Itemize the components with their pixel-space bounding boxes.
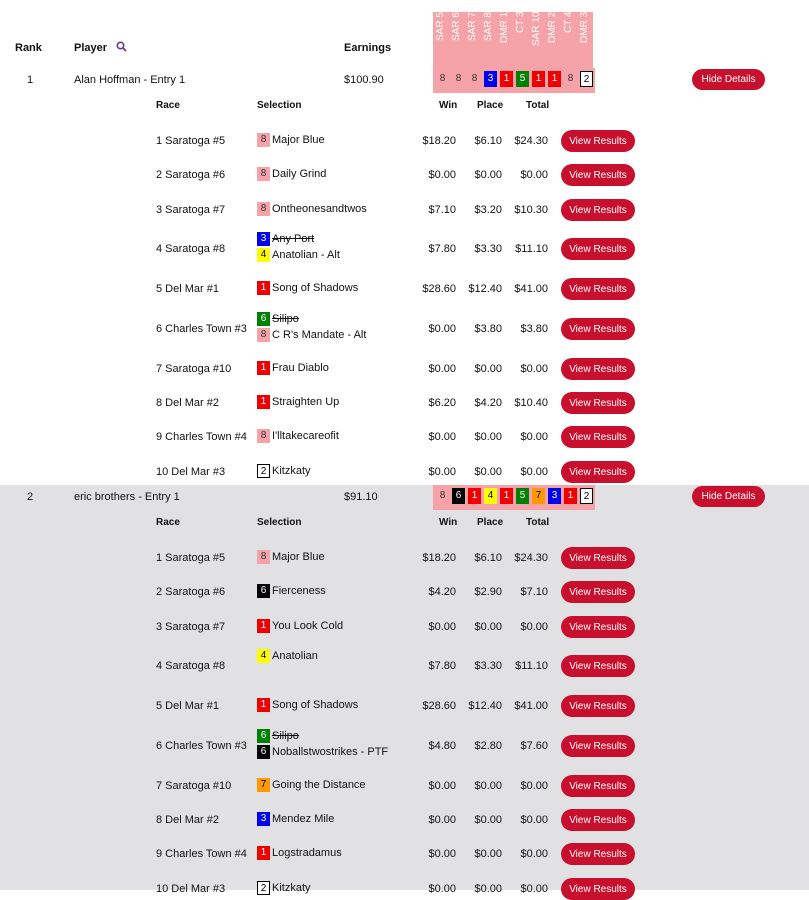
pick-number-badge: 1	[500, 71, 513, 87]
race-name: 8 Del Mar #2	[156, 814, 219, 826]
pick-number-badge: 8	[436, 488, 449, 504]
pick-number-badge: 1	[564, 488, 577, 504]
place-amount: $3.80	[474, 323, 502, 335]
total-amount: $11.10	[515, 660, 548, 672]
selection-item	[257, 281, 358, 296]
pick-number-badge: 2	[580, 71, 593, 87]
race-column-label: CT 3	[515, 12, 526, 34]
win-amount: $0.00	[428, 848, 456, 860]
earnings-header: Earnings	[344, 42, 392, 54]
win-amount: $0.00	[428, 621, 456, 633]
view-results-button[interactable]: View Results	[561, 775, 635, 797]
horse-name: Ontheonesandtwos	[272, 203, 367, 215]
race-subheader: Race	[156, 100, 180, 111]
win-amount: $0.00	[428, 814, 456, 826]
total-amount: $7.10	[520, 586, 548, 598]
selection-item	[257, 550, 325, 565]
picks-strip	[433, 485, 595, 510]
race-column-label: SAR 7	[467, 12, 478, 41]
race-column-label: SAR 6	[451, 12, 462, 41]
view-results-button[interactable]: View Results	[561, 164, 635, 186]
view-results-button[interactable]: View Results	[561, 392, 635, 414]
horse-name: Noballstwostrikes - PTF	[272, 746, 389, 758]
race-name: 9 Charles Town #4	[156, 431, 247, 443]
race-name: 5 Del Mar #1	[156, 700, 219, 712]
race-name: 9 Charles Town #4	[156, 848, 247, 860]
selection-item	[257, 167, 326, 182]
view-results-button[interactable]: View Results	[561, 318, 635, 340]
view-results-button[interactable]: View Results	[561, 843, 635, 865]
table-header	[0, 0, 809, 68]
pick-number-badge: 8	[436, 71, 449, 87]
place-amount: $3.20	[474, 204, 502, 216]
entry-row	[0, 68, 809, 483]
win-subheader: Win	[439, 100, 458, 111]
race-column-label: SAR 5	[435, 12, 446, 41]
scratched-horse-name: Silipo	[272, 730, 299, 742]
pick-number-badge: 5	[516, 71, 529, 87]
post-number-badge: 1	[257, 698, 270, 712]
race-column-headers	[433, 12, 593, 68]
total-subheader: Total	[526, 100, 550, 111]
win-amount: $7.80	[428, 243, 456, 255]
entry-earnings: $91.10	[344, 491, 378, 503]
selection-item	[257, 846, 342, 861]
selection-item	[257, 881, 311, 896]
selection-item	[257, 778, 366, 793]
post-number-badge: 1	[257, 395, 270, 409]
selection-subheader: Selection	[257, 517, 302, 528]
view-results-button[interactable]: View Results	[561, 426, 635, 448]
post-number-badge: 6	[257, 745, 270, 759]
race-name: 1 Saratoga #5	[156, 552, 226, 564]
post-number-badge: 1	[257, 281, 270, 295]
total-amount: $41.00	[514, 283, 548, 295]
race-name: 3 Saratoga #7	[156, 204, 226, 216]
post-number-badge: 4	[257, 649, 270, 663]
rank-header: Rank	[15, 42, 42, 54]
view-results-button[interactable]: View Results	[561, 130, 635, 152]
pick-number-badge: 1	[548, 71, 561, 87]
place-amount: $6.10	[474, 135, 502, 147]
pick-number-badge: 1	[468, 488, 481, 504]
post-number-badge: 4	[257, 248, 270, 262]
post-number-badge: 6	[257, 584, 270, 598]
win-amount: $28.60	[422, 700, 456, 712]
post-number-badge: 1	[257, 619, 270, 633]
entry-rank: 2	[27, 491, 34, 503]
race-column-label: DMR 3	[579, 12, 590, 44]
race-name: 7 Saratoga #10	[156, 780, 232, 792]
post-number-badge: 3	[257, 232, 270, 246]
race-column-label: DMR 2	[547, 12, 558, 44]
horse-name: Kitzkaty	[272, 882, 311, 894]
win-amount: $0.00	[428, 431, 456, 443]
race-name: 3 Saratoga #7	[156, 621, 226, 633]
place-amount: $0.00	[474, 466, 502, 478]
post-number-badge: 8	[257, 550, 270, 564]
total-amount: $0.00	[520, 848, 548, 860]
post-number-badge: 7	[257, 778, 270, 792]
race-name: 4 Saratoga #8	[156, 243, 226, 255]
race-column-header	[465, 12, 481, 68]
total-amount: $0.00	[520, 431, 548, 443]
horse-name: Fierceness	[272, 585, 326, 597]
place-amount: $6.10	[474, 552, 502, 564]
place-amount: $2.90	[474, 586, 502, 598]
entry-earnings: $100.90	[344, 74, 384, 86]
race-column-header	[497, 12, 513, 68]
win-amount: $6.20	[428, 397, 456, 409]
post-number-badge: 1	[257, 846, 270, 860]
total-amount: $0.00	[520, 466, 548, 478]
place-amount: $3.30	[474, 243, 502, 255]
view-results-button[interactable]: View Results	[561, 278, 635, 300]
horse-name: Kitzkaty	[272, 465, 311, 477]
horse-name: Song of Shadows	[272, 282, 359, 294]
pick-number-badge: 2	[580, 488, 593, 504]
pick-number-badge: 4	[484, 488, 497, 504]
place-amount: $2.80	[474, 740, 502, 752]
view-results-button[interactable]: View Results	[561, 735, 635, 757]
race-name: 1 Saratoga #5	[156, 135, 226, 147]
post-number-badge: 1	[257, 361, 270, 375]
race-column-label: SAR 8	[483, 12, 494, 41]
race-name: 4 Saratoga #8	[156, 660, 226, 672]
race-name: 10 Del Mar #3	[156, 883, 226, 895]
view-results-button[interactable]: View Results	[561, 695, 635, 717]
place-amount: $0.00	[474, 780, 502, 792]
pick-number-badge: 8	[452, 71, 465, 87]
horse-name: Major Blue	[272, 134, 325, 146]
picks-strip	[433, 68, 595, 93]
selection-item	[257, 619, 343, 634]
win-amount: $7.10	[428, 204, 456, 216]
total-amount: $0.00	[520, 169, 548, 181]
view-results-button[interactable]: View Results	[561, 461, 635, 483]
view-results-button[interactable]: View Results	[561, 655, 635, 677]
race-column-header	[433, 12, 449, 68]
search-icon[interactable]	[116, 41, 127, 55]
win-amount: $0.00	[428, 363, 456, 375]
selection-item	[257, 698, 358, 713]
race-column-header	[577, 12, 593, 68]
horse-name: Anatolian	[272, 650, 318, 662]
selection-item	[257, 312, 299, 327]
entry-row	[0, 485, 809, 895]
win-amount: $4.20	[428, 586, 456, 598]
view-results-button[interactable]: View Results	[561, 878, 635, 900]
race-name: 5 Del Mar #1	[156, 283, 219, 295]
post-number-badge: 8	[257, 429, 270, 443]
selection-item	[257, 812, 334, 827]
post-number-badge: 6	[257, 312, 270, 326]
win-amount: $28.60	[422, 283, 456, 295]
total-amount: $41.00	[514, 700, 548, 712]
win-amount: $0.00	[428, 466, 456, 478]
place-amount: $0.00	[474, 814, 502, 826]
win-amount: $0.00	[428, 169, 456, 181]
place-subheader: Place	[477, 517, 504, 528]
race-column-label: CT 4	[563, 12, 574, 34]
race-name: 6 Charles Town #3	[156, 740, 247, 752]
total-amount: $24.30	[514, 135, 548, 147]
race-column-label: SAR 10	[531, 12, 542, 47]
pick-number-badge: 3	[484, 71, 497, 87]
place-amount: $0.00	[474, 621, 502, 633]
view-results-button[interactable]: View Results	[561, 616, 635, 638]
total-amount: $10.40	[514, 397, 548, 409]
win-amount: $0.00	[428, 883, 456, 895]
win-amount: $7.80	[428, 660, 456, 672]
pick-number-badge: 1	[532, 71, 545, 87]
post-number-badge: 8	[257, 328, 270, 342]
horse-name: Frau Diablo	[272, 362, 329, 374]
scratched-horse-name: Silipo	[272, 313, 299, 325]
scratched-horse-name: Any Port	[272, 233, 315, 245]
place-amount: $0.00	[474, 848, 502, 860]
total-amount: $0.00	[520, 814, 548, 826]
win-amount: $18.20	[422, 552, 456, 564]
selection-item	[257, 729, 299, 744]
selection-item	[257, 328, 366, 343]
pick-number-badge: 7	[532, 488, 545, 504]
view-results-button[interactable]: View Results	[561, 358, 635, 380]
view-results-button[interactable]: View Results	[561, 199, 635, 221]
pick-number-badge: 3	[548, 488, 561, 504]
total-amount: $0.00	[520, 883, 548, 895]
selection-item	[257, 429, 339, 444]
view-results-button[interactable]: View Results	[561, 581, 635, 603]
selection-item	[257, 464, 311, 479]
horse-name: Going the Distance	[272, 779, 366, 791]
place-amount: $3.30	[474, 660, 502, 672]
race-name: 7 Saratoga #10	[156, 363, 232, 375]
horse-name: Major Blue	[272, 551, 325, 563]
win-amount: $0.00	[428, 780, 456, 792]
place-amount: $0.00	[474, 363, 502, 375]
selection-item	[257, 395, 339, 410]
post-number-badge: 8	[257, 202, 270, 216]
total-amount: $0.00	[520, 363, 548, 375]
race-column-header	[481, 12, 497, 68]
total-amount: $7.60	[520, 740, 548, 752]
selection-item	[257, 248, 340, 263]
player-header: Player	[74, 42, 108, 54]
win-amount: $4.80	[428, 740, 456, 752]
win-amount: $18.20	[422, 135, 456, 147]
race-name: 6 Charles Town #3	[156, 323, 247, 335]
view-results-button[interactable]: View Results	[561, 238, 635, 260]
place-amount: $0.00	[474, 431, 502, 443]
win-amount: $0.00	[428, 323, 456, 335]
pick-number-badge: 8	[564, 71, 577, 87]
selection-item	[257, 361, 329, 376]
race-column-header	[545, 12, 561, 68]
race-column-header	[561, 12, 577, 68]
place-amount: $0.00	[474, 169, 502, 181]
entry-player-name: Alan Hoffman - Entry 1	[74, 74, 186, 86]
race-name: 10 Del Mar #3	[156, 466, 226, 478]
horse-name: Anatolian - Alt	[272, 249, 340, 261]
place-subheader: Place	[477, 100, 504, 111]
place-amount: $12.40	[468, 700, 502, 712]
horse-name: C R's Mandate - Alt	[272, 329, 367, 341]
selection-item	[257, 584, 326, 599]
post-number-badge: 8	[257, 167, 270, 181]
total-amount: $0.00	[520, 621, 548, 633]
race-name: 2 Saratoga #6	[156, 169, 226, 181]
horse-name: Logstradamus	[272, 847, 342, 859]
view-results-button[interactable]: View Results	[561, 547, 635, 569]
race-column-header	[529, 12, 545, 68]
total-subheader: Total	[526, 517, 550, 528]
selection-item	[257, 745, 388, 760]
horse-name: Straighten Up	[272, 396, 340, 408]
selection-subheader: Selection	[257, 100, 302, 111]
race-name: 2 Saratoga #6	[156, 586, 226, 598]
horse-name: Daily Grind	[272, 168, 327, 180]
pick-number-badge: 8	[468, 71, 481, 87]
race-column-header	[449, 12, 465, 68]
post-number-badge: 2	[257, 881, 270, 895]
pick-number-badge: 5	[516, 488, 529, 504]
place-amount: $12.40	[468, 283, 502, 295]
race-subheader: Race	[156, 517, 180, 528]
post-number-badge: 8	[257, 133, 270, 147]
place-amount: $4.20	[474, 397, 502, 409]
entry-rank: 1	[27, 74, 34, 86]
horse-name: Mendez Mile	[272, 813, 335, 825]
view-results-button[interactable]: View Results	[561, 809, 635, 831]
entry-player-name: eric brothers - Entry 1	[74, 491, 180, 503]
selection-item	[257, 232, 314, 247]
post-number-badge: 6	[257, 729, 270, 743]
post-number-badge: 2	[257, 464, 270, 478]
total-amount: $11.10	[515, 243, 548, 255]
pick-number-badge: 1	[500, 488, 513, 504]
horse-name: You Look Cold	[272, 620, 344, 632]
selection-item	[257, 202, 367, 217]
pick-number-badge: 6	[452, 488, 465, 504]
selection-item	[257, 133, 325, 148]
hide-details-button[interactable]: Hide Details	[692, 69, 765, 90]
total-amount: $24.30	[514, 552, 548, 564]
race-name: 8 Del Mar #2	[156, 397, 219, 409]
horse-name: I'lltakecareofit	[272, 430, 339, 442]
race-column-header	[513, 12, 529, 68]
win-subheader: Win	[439, 517, 458, 528]
selection-item	[257, 649, 318, 664]
hide-details-button[interactable]: Hide Details	[692, 486, 765, 507]
place-amount: $0.00	[474, 883, 502, 895]
total-amount: $0.00	[520, 780, 548, 792]
post-number-badge: 3	[257, 812, 270, 826]
horse-name: Song of Shadows	[272, 699, 359, 711]
race-column-label: DMR 1	[499, 12, 510, 44]
total-amount: $3.80	[520, 323, 548, 335]
total-amount: $10.30	[514, 204, 548, 216]
